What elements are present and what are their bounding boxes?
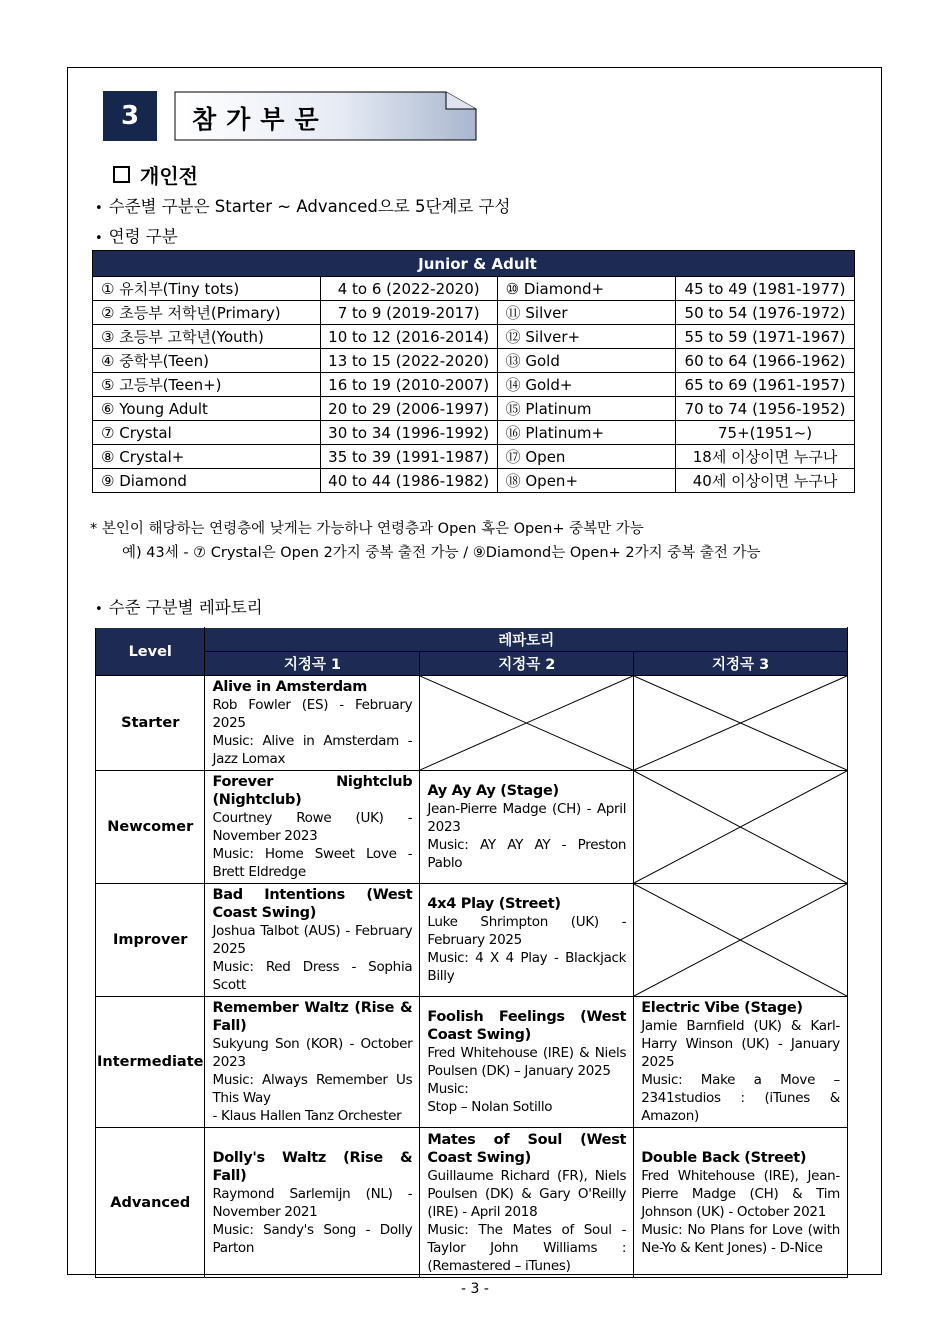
table-row (96, 884, 848, 997)
song-cell: Foolish Feelings (West Coast Swing) Fred Whitehouse (IRE) & Niels Poulsen (DK) – January 2025 Music: Stop – Nolan Sotillo (420, 997, 634, 1128)
table-row: ① 유치부(Tiny tots) 4 to 6 (2022-2020) ⑩ Diamond+ 45 to 49 (1981-1977) (93, 277, 855, 301)
subheading (113, 160, 198, 189)
table-row: ⑥ Young Adult 20 to 29 (2006-1997) ⑮ Platinum 70 to 74 (1956-1952) (93, 397, 855, 421)
table-row: ⑧ Crystal+ 35 to 39 (1991-1987) ⑰ Open 18세 이상이면 누구나 (93, 445, 855, 469)
column-header: 지정곡 2 (420, 652, 634, 676)
table-row (96, 771, 848, 884)
table-row (96, 1128, 848, 1278)
bullet-icon: • (95, 231, 103, 246)
song-cell: Bad Intentions (West Coast Swing) Joshua Talbot (AUS) - February 2025 Music: Red Dress - Sophia Scott (205, 884, 420, 997)
level-header: Level (96, 628, 205, 676)
bullet-levels: • 수준별 구분은 Starter ~ Advanced으로 5단계로 구성 (95, 197, 511, 216)
song-cell: Double Back (Street) Fred Whitehouse (IRE), Jean-Pierre Madge (CH) & Tim Johnson (UK) - October 2021 Music: No Plans for Love (with Ne-Yo & Kent Jones) - D-Nice (634, 1128, 848, 1278)
song-cell: 4x4 Play (Street) Luke Shrimpton (UK) - February 2025 Music: 4 X 4 Play - Blackjack Billy (420, 884, 634, 997)
song-cell: Mates of Soul (West Coast Swing) Guillaume Richard (FR), Niels Poulsen (DK) & Gary O'Reilly (IRE) - April 2018 Music: The Mates of Soul - Taylor John Williams : (Remastered – iTunes) (420, 1128, 634, 1278)
subheading-text: 개인전 (140, 164, 198, 188)
bullet-age: • 연령 구분 (95, 227, 178, 246)
bullet-icon: • (95, 201, 103, 216)
age-table-header: Junior & Adult (93, 251, 855, 277)
table-row (96, 997, 848, 1128)
age-table (92, 250, 855, 493)
level-improver: Improver (96, 884, 205, 997)
column-header: 지정곡 1 (205, 652, 420, 676)
empty-cell (634, 884, 848, 997)
section-number: 3 (103, 91, 157, 141)
level-advanced: Advanced (96, 1128, 205, 1278)
song-cell: Forever Nightclub (Nightclub) Courtney Rowe (UK) - November 2023 Music: Home Sweet Love - Brett Eldredge (205, 771, 420, 884)
bullet-icon: • (95, 602, 103, 617)
song-cell: Electric Vibe (Stage) Jamie Barnfield (UK) & Karl-Harry Winson (UK) - January 2025 Music: Make a Move – 2341studios : (iTunes & Amazon) (634, 997, 848, 1128)
note-2: 예) 43세 - ⑦ Crystal은 Open 2가지 중복 출전 가능 / ⑨Diamond는 Open+ 2가지 중복 출전 가능 (122, 545, 761, 561)
level-newcomer: Newcomer (96, 771, 205, 884)
table-row: ③ 초등부 고학년(Youth) 10 to 12 (2016-2014) ⑫ Silver+ 55 to 59 (1971-1967) (93, 325, 855, 349)
empty-cell (634, 771, 848, 884)
table-row: ⑨ Diamond 40 to 44 (1986-1982) ⑱ Open+ 40세 이상이면 누구나 (93, 469, 855, 493)
empty-cell (420, 676, 634, 771)
song-cell: Dolly's Waltz (Rise & Fall) Raymond Sarlemijn (NL) - November 2021 Music: Sandy's Song - Dolly Parton (205, 1128, 420, 1278)
note-1: * 본인이 해당하는 연령층에 낮게는 가능하나 연령층과 Open 혹은 Open+ 중복만 가능 (90, 521, 644, 537)
bullet-repertoire: • 수준 구분별 레파토리 (95, 598, 263, 617)
section-title-box (174, 91, 477, 141)
repertoire-group-header: 레파토리 (205, 628, 848, 652)
table-row: ② 초등부 저학년(Primary) 7 to 9 (2019-2017) ⑪ Silver 50 to 54 (1976-1972) (93, 301, 855, 325)
table-row: ⑦ Crystal 30 to 34 (1996-1992) ⑯ Platinum+ 75+(1951~) (93, 421, 855, 445)
section-title: 참가부문 (192, 105, 329, 134)
table-row: ④ 중학부(Teen) 13 to 15 (2022-2020) ⑬ Gold 60 to 64 (1966-1962) (93, 349, 855, 373)
level-starter: Starter (96, 676, 205, 771)
table-row: ⑤ 고등부(Teen+) 16 to 19 (2010-2007) ⑭ Gold+ 65 to 69 (1961-1957) (93, 373, 855, 397)
column-header: 지정곡 3 (634, 652, 848, 676)
song-cell: Remember Waltz (Rise & Fall) Sukyung Son (KOR) - October 2023 Music: Always Remember Us This Way - Klaus Hallen Tanz Orchester (205, 997, 420, 1128)
page-number: - 3 - (461, 1281, 489, 1297)
song-cell: Ay Ay Ay (Stage) Jean-Pierre Madge (CH) - April 2023 Music: AY AY AY - Preston Pablo (420, 771, 634, 884)
repertoire-table (95, 627, 848, 1278)
song-cell: Alive in Amsterdam Rob Fowler (ES) - February 2025 Music: Alive in Amsterdam - Jazz Lomax (205, 676, 420, 771)
level-intermediate: Intermediate (96, 997, 205, 1128)
table-row (96, 676, 848, 771)
empty-cell (634, 676, 848, 771)
checkbox-icon (113, 166, 130, 183)
